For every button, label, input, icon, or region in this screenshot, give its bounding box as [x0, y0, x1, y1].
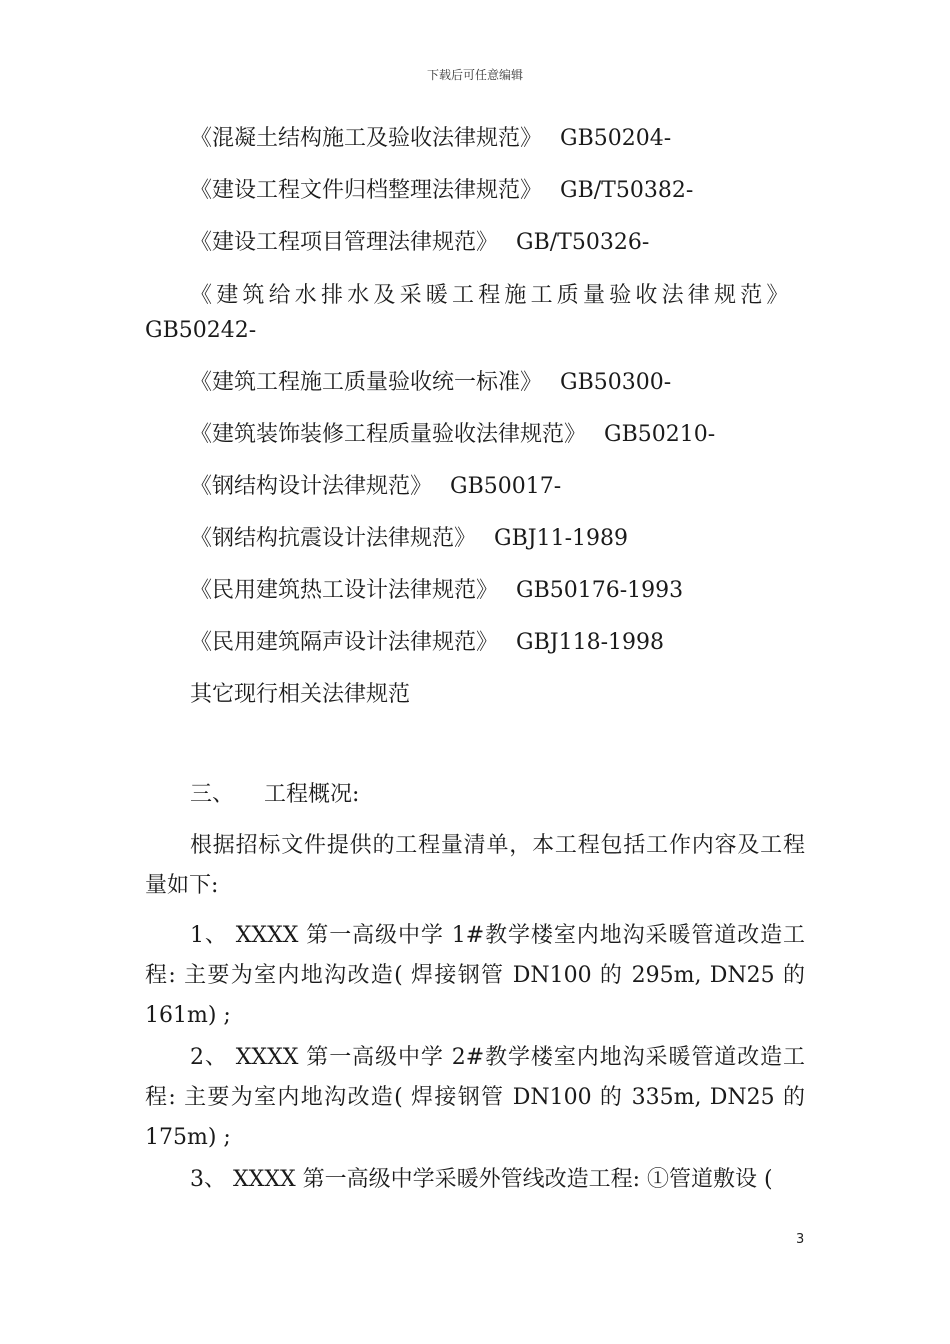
reference-item [190, 228, 649, 258]
page-number: 3 [796, 1232, 805, 1247]
work-item-2: 2、 XXXX 第一高级中学 2#教学楼室内地沟采暖管道改造工程: 主要为室内地沟改造( 焊接钢管 DN100 的 335m, DN25 的 175m) ; [145, 1045, 805, 1150]
work-item-3: 3、 XXXX 第一高级中学采暖外管线改造工程: ①管道敷设 ( [190, 1167, 773, 1192]
reference-item [190, 628, 664, 658]
reference-item [190, 420, 715, 450]
intro-paragraph: 根据招标文件提供的工程量清单，本工程包括工作内容及工程量如下: [145, 833, 805, 898]
reference-title: 《民用建筑隔声设计法律规范》 [190, 630, 499, 655]
reference-title: 《钢结构设计法律规范》 [190, 474, 433, 499]
reference-title: 《民用建筑热工设计法律规范》 [190, 578, 499, 603]
reference-title: 《建设工程项目管理法律规范》 [190, 230, 499, 255]
reference-title: 《钢结构抗震设计法律规范》 [190, 526, 477, 551]
reference-title: 《建筑工程施工质量验收统一标准》 [190, 370, 543, 395]
reference-code: GBJ118-1998 [516, 630, 664, 655]
other-references: 其它现行相关法律规范 [190, 682, 411, 707]
reference-item [190, 124, 671, 154]
reference-code: GB/T50326- [516, 230, 650, 255]
work-item-1: 1、 XXXX 第一高级中学 1#教学楼室内地沟采暖管道改造工程: 主要为室内地沟改造( 焊接钢管 DN100 的 295m, DN25 的 161m) ; [145, 923, 805, 1028]
reference-code: GB50204- [560, 126, 672, 151]
reference-code-wrapped: GB50242- [145, 318, 257, 343]
reference-code: GB50300- [560, 370, 672, 395]
reference-item [190, 176, 693, 206]
reference-code: GBJ11-1989 [494, 526, 628, 551]
section-title: 工程概况: [264, 782, 360, 807]
section-number: 三、 [190, 782, 235, 807]
reference-code: GB50210- [604, 422, 716, 447]
reference-title-long: 《建筑给水排水及采暖工程施工质量验收法律规范》 [190, 283, 793, 308]
reference-item [190, 368, 671, 398]
reference-title: 《建设工程文件归档整理法律规范》 [190, 178, 543, 203]
reference-code: GB50017- [450, 474, 562, 499]
reference-item [190, 576, 683, 606]
reference-title: 《建筑装饰装修工程质量验收法律规范》 [190, 422, 587, 447]
section-heading [190, 780, 359, 810]
reference-code: GB50176-1993 [516, 578, 684, 603]
reference-item [190, 524, 628, 554]
reference-item [190, 472, 561, 502]
page-header: 下载后可任意编辑 [426, 68, 523, 82]
reference-title: 《混凝土结构施工及验收法律规范》 [190, 126, 543, 151]
reference-code: GB/T50382- [560, 178, 694, 203]
